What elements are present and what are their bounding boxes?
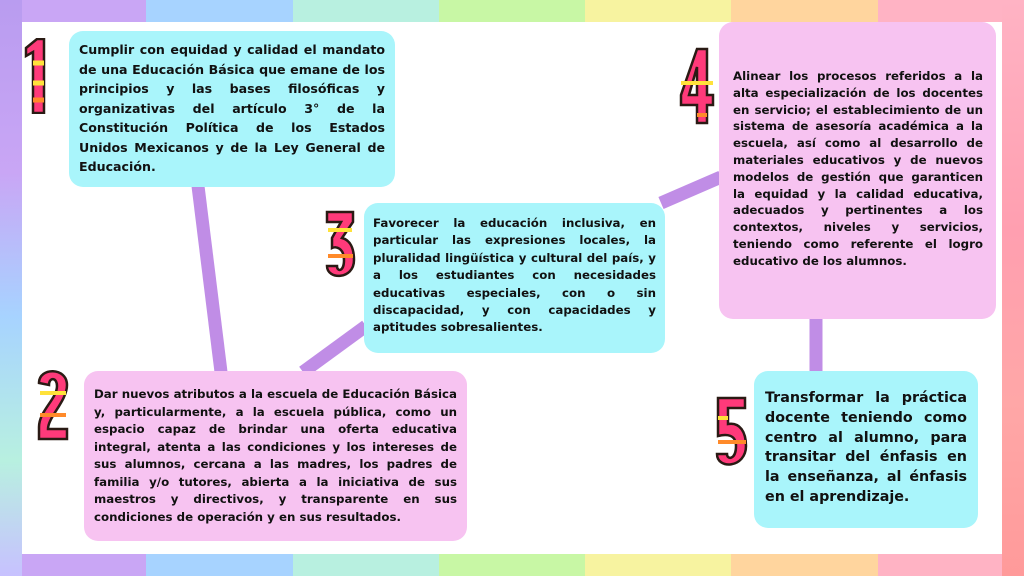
step-3-text: Favorecer la educación inclusiva, en particular las expresiones locales, la pluralidad lingüística y cultural del país, y a los estudiantes con necesidades educativas especiales, con o sin discapacidad, y con capacidades y aptitudes sobresalientes. [373, 216, 656, 335]
connector-2-3 [303, 326, 366, 372]
numeral-5-icon [714, 396, 748, 472]
step-5-card [754, 371, 978, 528]
numeral-4-icon [679, 47, 715, 125]
numeral-1-icon [24, 38, 48, 114]
step-1-text: Cumplir con equidad y calidad el mandato de una Educación Básica que emane de los principios y las bases filosóficas y organizativas del artículo 3° de la Constitución Política de los Estados Unidos Mexicanos y de la Ley General de Educación. [79, 42, 385, 174]
connector-1-2 [198, 186, 221, 372]
numeral-2-icon [36, 365, 70, 441]
numeral-3-icon [324, 208, 356, 282]
step-5-text: Transformar la práctica docente teniendo como centro al alumno, para transitar del énfasis en la enseñanza, al énfasis en el aprendizaje. [765, 390, 967, 505]
step-2-card [84, 371, 467, 541]
step-3-card [364, 203, 665, 353]
connector-3-4 [661, 177, 721, 203]
step-2-text: Dar nuevos atributos a la escuela de Educación Básica y, particularmente, a la escuela pública, como un espacio capaz de brindar una oferta educativa integral, atenta a las condiciones y los intereses de sus alumnos, cercana a las madres, los padres de familia y/o tutores, abierta a la iniciativa de sus maestros y directivos, y transparente en sus condiciones de operación y en sus resultados. [94, 387, 457, 524]
step-4-card [719, 22, 996, 319]
step-4-text: Alinear los procesos referidos a la alta especialización de los docentes en servicio; el establecimiento de un sistema de asesoría académica a la escuela, así como al desarrollo de materiales educativos y de nuevos modelos de gestión que garanticen la equidad y la calidad educativa, adecuados y pertinentes a los contextos, niveles y servicios, teniendo como referente el logro educativo de los alumnos. [733, 69, 983, 268]
step-1-card [69, 31, 395, 187]
